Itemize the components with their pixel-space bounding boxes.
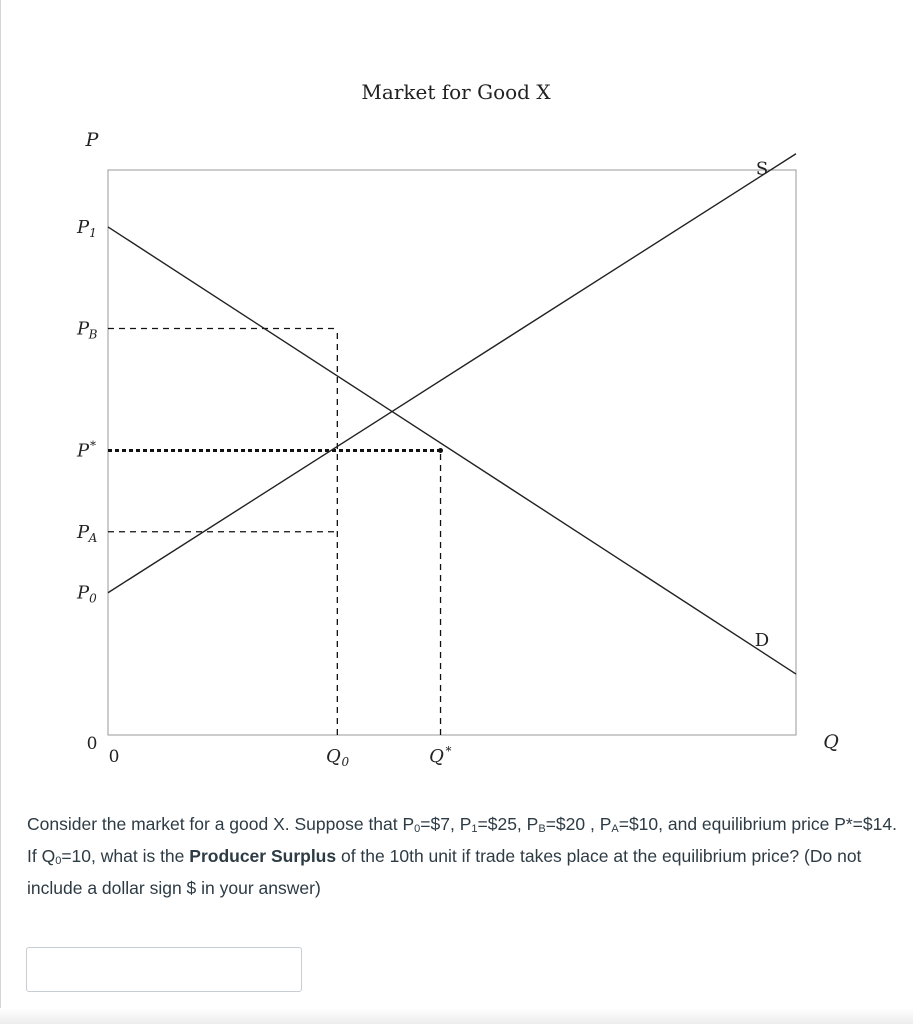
demand-label: D xyxy=(754,630,770,652)
plot-frame xyxy=(108,170,796,735)
y-tick-sub-1: 1 xyxy=(89,225,97,240)
y-tick-sub-3: * xyxy=(90,438,96,453)
y-tick-5: P xyxy=(76,582,90,604)
question-part: =$25, P xyxy=(477,814,539,834)
subscript: 0 xyxy=(55,855,62,867)
x-axis-title: Q xyxy=(823,731,839,753)
demand-curve xyxy=(108,227,796,674)
reference-lines xyxy=(108,329,441,735)
x-tick-sub-2: * xyxy=(445,744,452,758)
subscript: 1 xyxy=(471,823,478,835)
x-tick-1: Q xyxy=(325,746,341,767)
answer-input[interactable] xyxy=(26,947,302,992)
y-tick-labels xyxy=(76,217,98,606)
y-tick-3: P xyxy=(76,440,90,462)
question-part: of the 10th unit if trade takes place at the equilibrium price? (Do not include a dollar sign $ in your answer) xyxy=(27,846,862,898)
question-part: =$7, P xyxy=(420,814,472,834)
curve-labels xyxy=(755,159,769,651)
subscript: 0 xyxy=(414,823,421,835)
x-tick-sub-1: 0 xyxy=(341,755,350,769)
bottom-edge xyxy=(0,1008,913,1024)
y-tick-sub-4: A xyxy=(88,530,98,545)
y-tick-sub-2: B xyxy=(88,327,98,342)
question-part: =$10, and equilibrium price P*=$14. If Q xyxy=(27,814,897,866)
y-axis-title: P xyxy=(85,129,99,151)
y-tick-2: P xyxy=(76,318,90,340)
supply-label: S xyxy=(755,158,769,180)
equilibrium-point xyxy=(438,448,443,453)
y-tick-4: P xyxy=(76,521,90,543)
question-emphasis: Producer Surplus xyxy=(189,846,337,866)
supply-curve xyxy=(108,154,796,593)
x-tick-labels xyxy=(326,744,452,769)
curves xyxy=(108,154,796,674)
x-tick-2: Q xyxy=(429,746,444,767)
y-tick-sub-5: 0 xyxy=(89,591,97,606)
y-origin-label: 0 xyxy=(86,734,98,754)
question-part: =$20 , P xyxy=(545,814,612,834)
question-part: Consider the market for a good X. Suppose that P xyxy=(27,814,415,834)
x-origin-label: 0 xyxy=(108,747,120,767)
chart-title: Market for Good X xyxy=(361,80,551,104)
y-tick-1: P xyxy=(76,216,90,238)
subscript: B xyxy=(538,823,546,835)
question-part: =10, what is the xyxy=(61,846,190,866)
question-text xyxy=(27,808,897,904)
subscript: A xyxy=(611,823,619,835)
